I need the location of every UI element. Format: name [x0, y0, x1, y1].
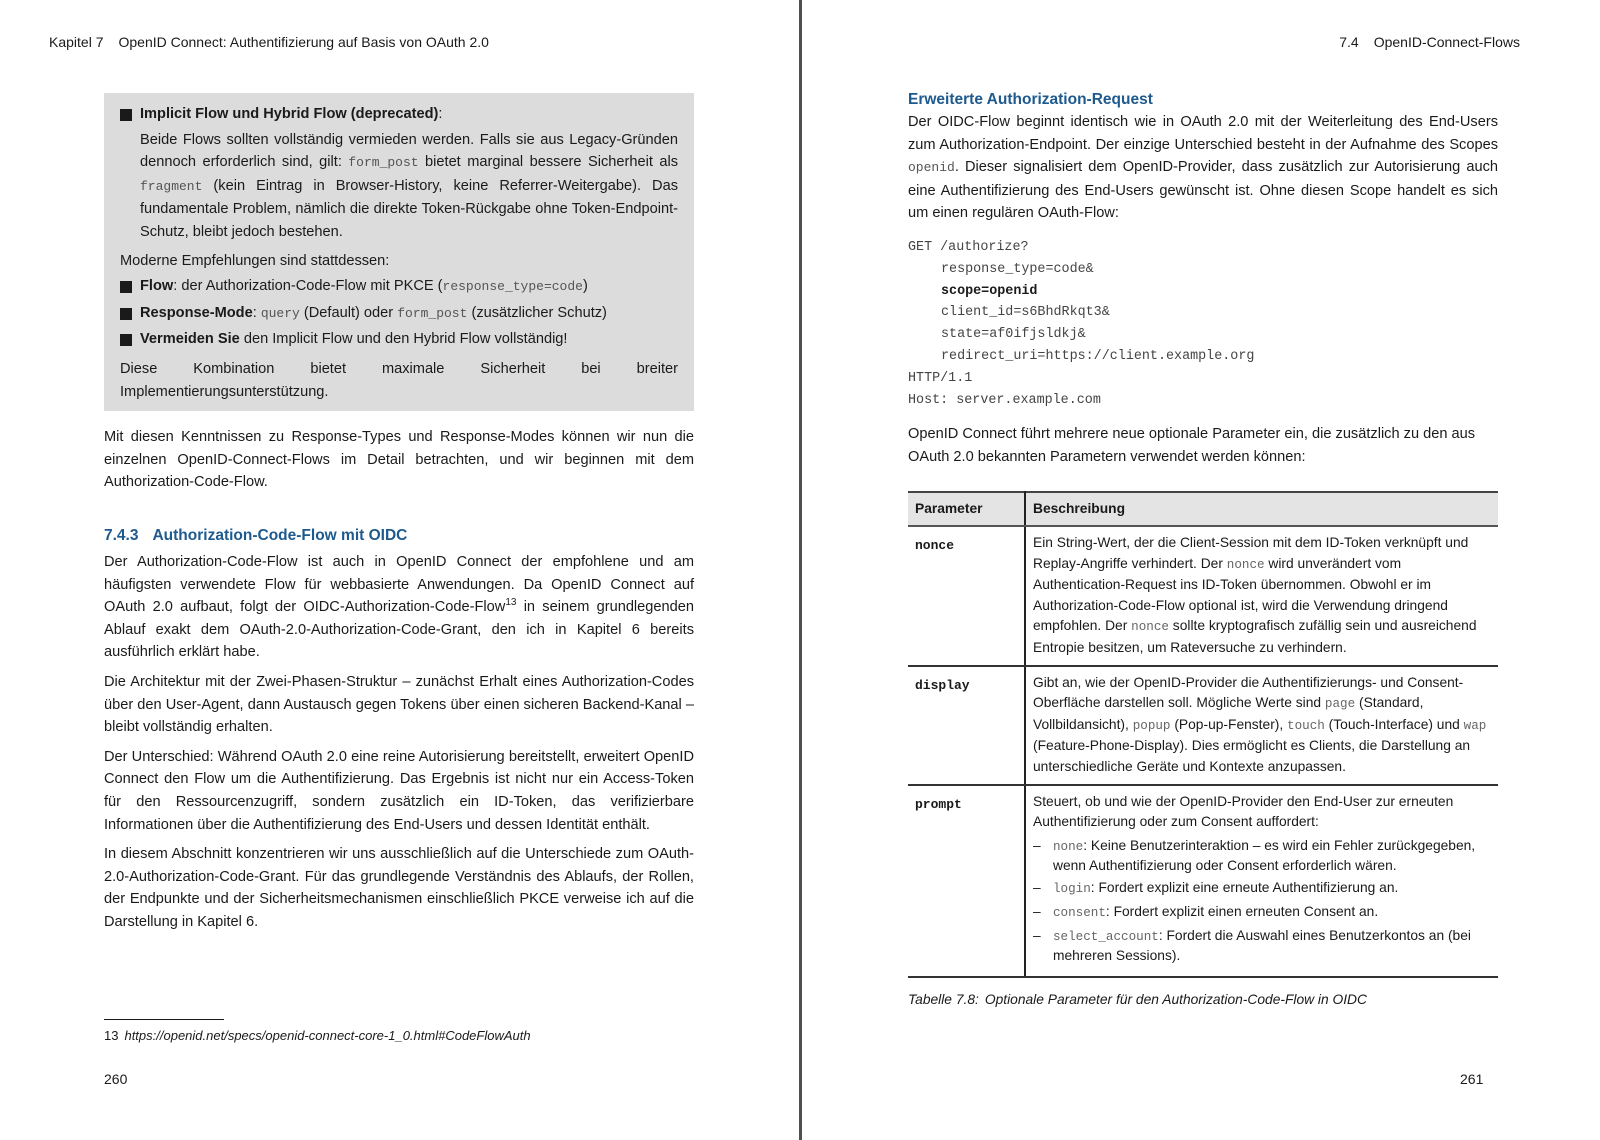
table-row [908, 785, 1498, 977]
square-bullet-icon [120, 308, 132, 320]
chapter-number: Kapitel 7 [49, 34, 104, 50]
text: : Fordert explizit eine erneute Authentifizierung an. [1090, 880, 1399, 896]
text: : Fordert die Auswahl eines Benutzerkontos an (bei mehreren Sessions). [1053, 927, 1471, 963]
table-header-row [908, 492, 1498, 526]
param-description [1025, 785, 1498, 977]
text: Der OIDC-Flow beginnt identisch wie in OAuth 2.0 mit der Weiterleitung des End-Users zum Authorization-Endpoint. Der einzige Unterschied besteht in der Aufnahme des Scopes [908, 114, 1498, 153]
code-line: client_id=s6BhdRkqt3& [941, 305, 1110, 321]
text: Steuert, ob und wie der OpenID-Provider den End-User zur erneuten Authentifizierung oder zum Consent auffordert: [1033, 793, 1454, 830]
text: (Standard, Vollbildansicht), [1033, 695, 1424, 732]
page-divider [799, 0, 802, 1140]
text: (Default) oder [299, 304, 398, 321]
list-item [1033, 879, 1491, 899]
param-description [1025, 526, 1498, 666]
square-bullet-icon [120, 334, 132, 346]
footnote-ref[interactable]: 13 [505, 597, 517, 609]
paragraph-2: Die Architektur mit der Zwei-Phasen-Struktur – zunächst Erhalt eines Authorization-Codes über den User-Agent, dann Austausch gegen Tokens über einen sicheren Backend-Kanal – bleibt vollständig erhalten. [104, 673, 694, 736]
table-intro-wrap [908, 423, 1498, 468]
footnote-rule [104, 1019, 224, 1020]
code: nonce [1131, 620, 1169, 635]
label: Response-Mode [140, 304, 253, 321]
table-intro: OpenID Connect führt mehrere neue optionale Parameter ein, die zusätzlich zu den aus OAuth 2.0 bekannten Parametern verwendet werden können: [908, 426, 1476, 465]
table-caption [908, 992, 1367, 1007]
text: : der Authorization-Code-Flow mit PKCE ( [173, 278, 443, 295]
bullet-item-flow [120, 275, 678, 299]
param-name: display [908, 666, 1025, 785]
intro-paragraph [908, 111, 1498, 225]
column-header: Parameter [908, 492, 1025, 526]
subheading: Erweiterte Authorization-Request [908, 91, 1153, 108]
square-bullet-icon [120, 281, 132, 293]
prompt-options-list [1033, 837, 1491, 966]
colon: : [438, 106, 443, 122]
text: Ein String-Wert, der die Client-Session mit dem ID-Token verknüpft und Replay-Angriffe verhindert. Der [1033, 535, 1469, 571]
text: in seinem grundlegenden Ablauf exakt dem OAuth-2.0-Authorization-Code-Grant, den ich in Kapitel 6 bereits ausführlich erklärt habe. [104, 599, 694, 661]
modern-intro: Moderne Empfehlungen sind stattdessen: [120, 252, 390, 269]
code: none [1053, 839, 1084, 854]
paragraph-3: Der Unterschied: Während OAuth 2.0 eine reine Autorisierung bereitstellt, erweitert OpenID Connect den Flow um die Authentifizierung. Das Ergebnis ist nicht nur ein Access-Token für den Ressourcenzugriff, sondern zusätzlich ein ID-Token, das verifizierbare Informationen über die Authentifizierung des End-Users und dessen Identität enthält. [104, 748, 694, 833]
box-conclusion: Diese Kombination bietet maximale Sicherheit bei breiter Implementierungsunterstützung. [120, 360, 678, 400]
footnote [104, 1028, 531, 1043]
code: wap [1463, 718, 1487, 733]
intro-paragraph: Mit diesen Kenntnissen zu Response-Types und Response-Modes können wir nun die einzelnen OpenID-Connect-Flows im Detail betrachten, und wir beginnen mit dem Authorization-Code-Flow. [104, 429, 694, 491]
dash-icon: – [1033, 837, 1041, 853]
code: consent [1053, 906, 1106, 921]
square-bullet-icon [120, 109, 132, 121]
text: bietet marginal bessere Sicherheit als [418, 154, 678, 171]
label: Vermeiden Sie [140, 331, 240, 348]
code-line: redirect_uri=https://client.example.org [941, 348, 1255, 364]
code-line: response_type=code& [941, 261, 1094, 277]
text: . Dieser signalisiert dem OpenID-Provider, dass zusätzlich zur Autorisierung auch eine Authentifizierung des End-Users gewünscht ist. Ohne diesen Scope handelt es sich um einen regulären OAuth-Flow: [908, 159, 1498, 222]
code-line-highlight: scope=openid [941, 283, 1038, 299]
code-line: GET /authorize? [908, 240, 1029, 255]
code-openid: openid [908, 160, 955, 176]
dash-icon: – [1033, 904, 1041, 920]
list-item [1033, 837, 1491, 876]
info-box [104, 93, 694, 411]
running-head-left [49, 34, 489, 50]
bullet-item-response-mode [120, 302, 678, 326]
text: den Implicit Flow und den Hybrid Flow vollständig! [239, 331, 568, 348]
bullet-item-implicit-hybrid [120, 103, 678, 126]
running-head-right [1339, 34, 1520, 50]
code: nonce [1226, 557, 1265, 572]
text: : [252, 304, 261, 321]
code: form_post [397, 305, 468, 321]
bullet-item-avoid [120, 328, 678, 351]
text: : Keine Benutzerinteraktion – es wird ein Fehler zurückgegeben, wenn Authentifizierung oder Consent erforderlich wären. [1053, 837, 1476, 873]
page-number-left: 260 [104, 1071, 128, 1087]
caption-text: Optionale Parameter für den Authorization-Code-Flow in OIDC [984, 992, 1367, 1007]
text: (Pop-up-Fenster), [1170, 716, 1288, 732]
text: Der Authorization-Code-Flow ist auch in OpenID Connect der empfohlene und am häufigsten verwendete Flow für webbasierte Anwendungen. Da OpenID Connect auf OAuth 2.0 aufbaut, folgt der OIDC-Authorization-Code-Flow [104, 554, 694, 616]
param-description [1025, 666, 1498, 785]
page-number-right: 261 [1460, 1071, 1484, 1087]
param-name: nonce [908, 526, 1025, 666]
code-block [908, 237, 1254, 411]
table-row [908, 526, 1498, 666]
parameters-table [908, 491, 1498, 978]
intro-paragraph-wrap [104, 426, 694, 494]
code-line: state=af0ifjsldkj& [941, 327, 1086, 343]
text: wird unverändert vom Authentication-Request ins ID-Token übernommen. Obwohl er im Authorization-Code-Flow optional ist, wird die Verwendung dringend empfohlen. Der [1033, 555, 1448, 634]
code: response_type=code [442, 279, 583, 295]
param-name: prompt [908, 785, 1025, 977]
code: popup [1132, 718, 1171, 733]
table-row [908, 666, 1498, 785]
text: ) [582, 278, 588, 295]
list-item [1033, 927, 1491, 966]
text: (Touch-Interface) und [1324, 716, 1464, 732]
text: Beide Flows sollten vollständig vermieden werden. Falls sie aus Legacy-Gründen dennoch erforderlich sind, gilt: [140, 131, 678, 171]
chapter-title: OpenID Connect: Authentifizierung auf Basis von OAuth 2.0 [118, 34, 489, 50]
section-heading [104, 527, 694, 545]
code: touch [1287, 718, 1325, 733]
list-item [1033, 903, 1491, 923]
footnote-url[interactable]: https://openid.net/specs/openid-connect-core-1_0.html#CodeFlowAuth [124, 1028, 531, 1043]
column-header: Beschreibung [1025, 492, 1498, 526]
dash-icon: – [1033, 927, 1041, 943]
label: Flow [140, 278, 174, 295]
code: page [1324, 697, 1356, 712]
text: : Fordert explizit einen erneuten Consent an. [1105, 904, 1379, 920]
text: sollte kryptografisch zufällig sein und ausreichend Entropie besitzen, um Rateversuche zu verhindern. [1033, 618, 1477, 655]
authorization-request-section [908, 89, 1498, 225]
item-body [120, 129, 678, 244]
code: query [260, 305, 300, 321]
caption-label: Tabelle 7.8: [908, 992, 979, 1007]
code-fragment: fragment [140, 178, 203, 194]
section-number: 7.4 [1339, 34, 1359, 50]
paragraph-1 [104, 551, 694, 664]
dash-icon: – [1033, 880, 1041, 896]
section-number: 7.4.3 [104, 527, 139, 544]
section-title: Authorization-Code-Flow mit OIDC [152, 527, 408, 544]
section-title: OpenID-Connect-Flows [1373, 34, 1520, 50]
footnote-number: 13 [104, 1028, 119, 1043]
code-line: HTTP/1.1 [908, 370, 973, 386]
code: login [1053, 882, 1091, 897]
code: select_account [1053, 929, 1159, 944]
section-7-4-3 [104, 527, 694, 941]
text: (kein Eintrag in Browser-History, keine Referrer-Weitergabe). Das fundamentale Problem, nämlich die direkte Token-Rückgabe ohne Token-Endpoint-Schutz, bleibt jedoch bestehen. [140, 177, 678, 240]
item-title: Implicit Flow und Hybrid Flow (deprecated) [140, 106, 439, 122]
text: (zusätzlicher Schutz) [467, 304, 607, 321]
text: Gibt an, wie der OpenID-Provider die Authentifizierungs- und Consent-Oberfläche darstellen soll. Mögliche Werte sind [1033, 674, 1464, 711]
text: (Feature-Phone-Display). Dies ermöglicht es Clients, die Darstellung an unterschiedliche Geräte und Kontexte anzupassen. [1033, 738, 1471, 774]
code-line: Host: server.example.com [908, 392, 1101, 408]
paragraph-4: In diesem Abschnitt konzentrieren wir uns ausschließlich auf die Unterschiede zum OAuth-2.0-Authorization-Code-Grant. Für das grundlegende Verständnis des Ablaufs, der Rollen, der Endpunkte und der Sicherheitsmechanismen einschließlich PKCE verweise ich auf die Darstellung in Kapitel 6. [104, 846, 694, 930]
code-form-post: form_post [348, 155, 419, 171]
